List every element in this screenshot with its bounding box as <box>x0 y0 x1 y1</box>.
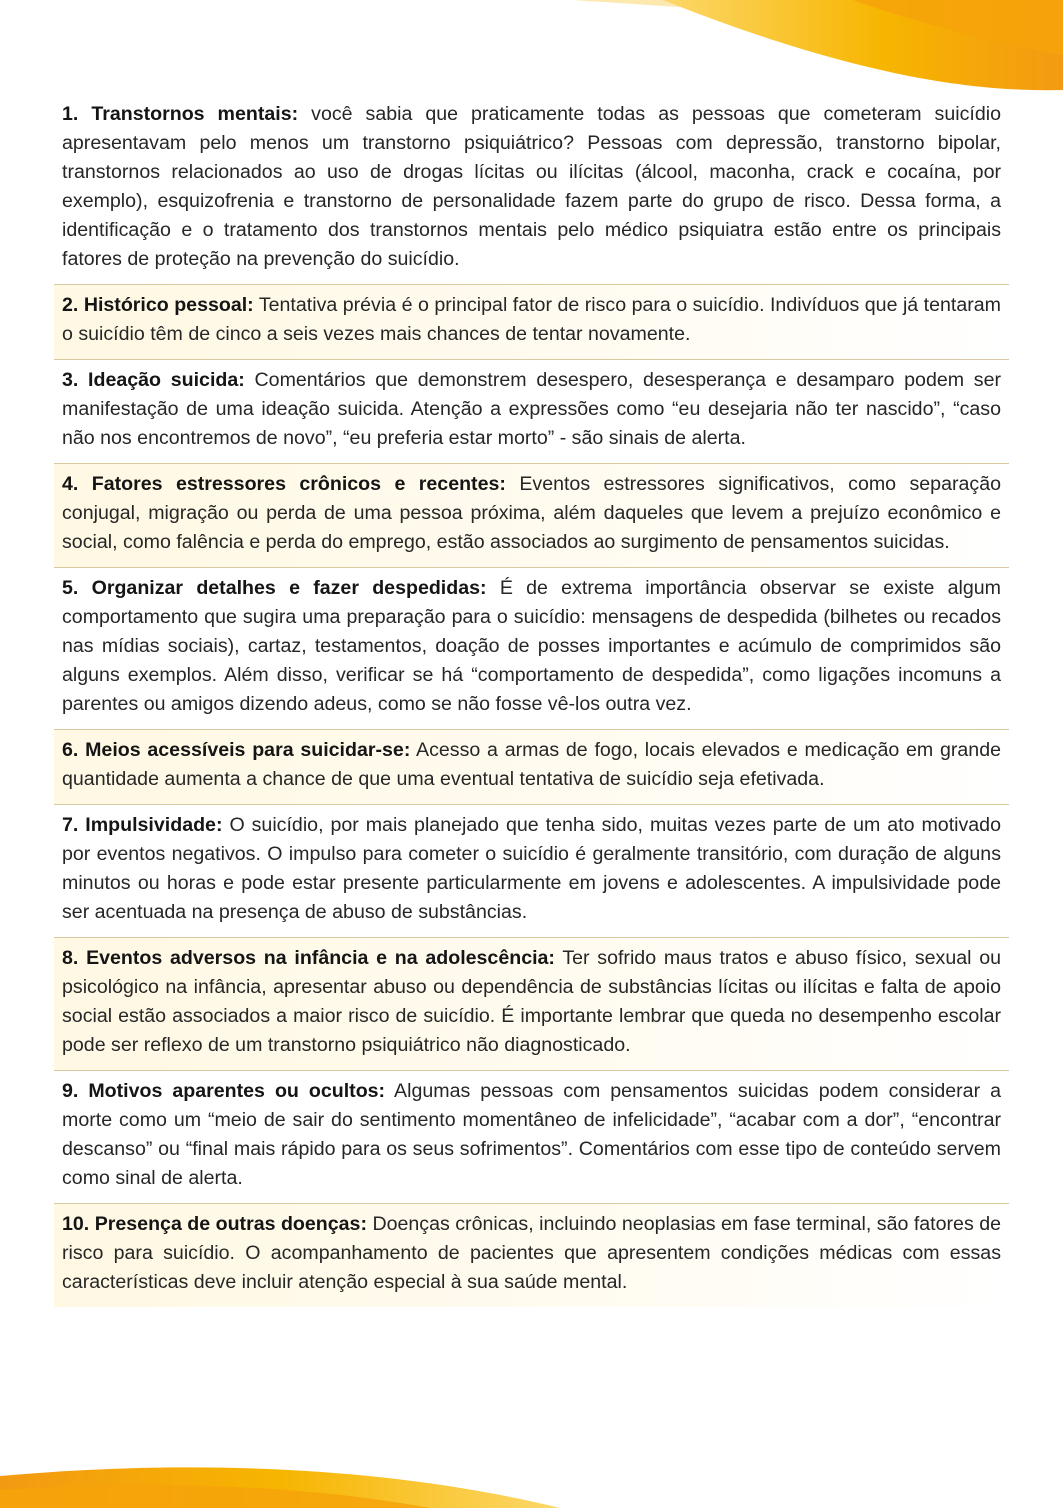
section-text: você sabia que praticamente todas as pessoas que cometeram suicídio apresentavam pelo menos um transtorno psiquiátrico? Pessoas com depressão, transtorno bipolar, transtornos relacionados ao uso de drogas lícitas ou ilícitas (álcool, maconha, crack e cocaína, por exemplo), esquizofrenia e transtorno de personalidade fazem parte do grupo de risco. Dessa forma, a identificação e o tratamento dos transtornos mentais pelo médico psiquiatra estão entre os principais fatores de proteção na prevenção do suicídio. <box>62 103 1001 270</box>
section-heading: 7. Impulsividade: <box>62 814 223 836</box>
section-text: Tentativa prévia é o principal fator de risco para o suicídio. Indivíduos que já tentaram o suicídio têm de cinco a seis vezes mais chances de tentar novamente. <box>62 294 1001 345</box>
section-heading: 10. Presença de outras doenças: <box>62 1213 367 1235</box>
risk-factor-section <box>54 568 1009 730</box>
risk-factor-section <box>54 360 1009 464</box>
section-text: Ter sofrido maus tratos e abuso físico, sexual ou psicológico na infância, apresentar abuso ou dependência de substâncias lícitas ou ilícitas e falta de apoio social estão associados a maior risco de suicídio. É importante lembrar que queda no desempenho escolar pode ser reflexo de um transtorno psiquiátrico não diagnosticado. <box>62 947 1001 1056</box>
section-heading: 2. Histórico pessoal: <box>62 294 254 316</box>
section-text: É de extrema importância observar se existe algum comportamento que sugira uma preparação para o suicídio: mensagens de despedida (bilhetes ou recados nas mídias sociais), cartaz, testamentos, doação de posses importantes e acúmulo de comprimidos são alguns exemplos. Além disso, verificar se há “comportamento de despedida”, como ligações incomuns a parentes ou amigos dizendo adeus, como se não fosse vê-los outra vez. <box>62 577 1001 715</box>
section-text: Eventos estressores significativos, como separação conjugal, migração ou perda de uma pessoa próxima, além daqueles que levem a prejuízo econômico e social, como falência e perda do emprego, estão associados ao surgimento de pensamentos suicidas. <box>62 473 1001 553</box>
section-heading: 8. Eventos adversos na infância e na adolescência: <box>62 947 555 969</box>
section-heading: 1. Transtornos mentais: <box>62 103 299 125</box>
section-heading: 6. Meios acessíveis para suicidar-se: <box>62 739 411 761</box>
section-text: Comentários que demonstrem desespero, desesperança e desamparo podem ser manifestação de uma ideação suicida. Atenção a expressões como “eu desejaria não ter nascido”, “caso não nos encontremos de novo”, “eu preferia estar morto” - são sinais de alerta. <box>62 369 1001 449</box>
section-text: Algumas pessoas com pensamentos suicidas podem considerar a morte como um “meio de sair do sentimento momentâneo de infelicidade”, “acabar com a dor”, “encontrar descanso” ou “final mais rápido para os seus sofrimentos”. Comentários com esse tipo de conteúdo servem como sinal de alerta. <box>62 1080 1002 1189</box>
section-heading: 4. Fatores estressores crônicos e recentes: <box>62 473 506 495</box>
section-text: Acesso a armas de fogo, locais elevados e medicação em grande quantidade aumenta a chance de que uma eventual tentativa de suicídio seja efetivada. <box>62 739 1001 790</box>
risk-factors-list <box>54 94 1009 1307</box>
risk-factor-section <box>54 285 1009 360</box>
risk-factor-section <box>54 730 1009 805</box>
risk-factor-section <box>54 94 1009 285</box>
risk-factor-section <box>54 1071 1009 1204</box>
section-heading: 5. Organizar detalhes e fazer despedidas: <box>62 577 487 599</box>
section-text: O suicídio, por mais planejado que tenha sido, muitas vezes parte de um ato motivado por eventos negativos. O impulso para cometer o suicídio é geralmente transitório, com duração de alguns minutos ou horas e pode estar presente particularmente em jovens e adolescentes. A impulsividade pode ser acentuada na presença de abuso de substâncias. <box>62 814 1001 923</box>
section-heading: 3. Ideação suicida: <box>62 369 245 391</box>
top-corner-decoration <box>423 0 1063 92</box>
risk-factor-section <box>54 805 1009 938</box>
risk-factor-section <box>54 1204 1009 1307</box>
bottom-corner-decoration <box>0 1456 560 1508</box>
risk-factor-section <box>54 938 1009 1071</box>
risk-factor-section <box>54 464 1009 568</box>
section-text: Doenças crônicas, incluindo neoplasias em fase terminal, são fatores de risco para suicídio. O acompanhamento de pacientes que apresentem condições médicas com essas características deve incluir atenção especial à sua saúde mental. <box>62 1213 1001 1293</box>
section-heading: 9. Motivos aparentes ou ocultos: <box>62 1080 386 1102</box>
